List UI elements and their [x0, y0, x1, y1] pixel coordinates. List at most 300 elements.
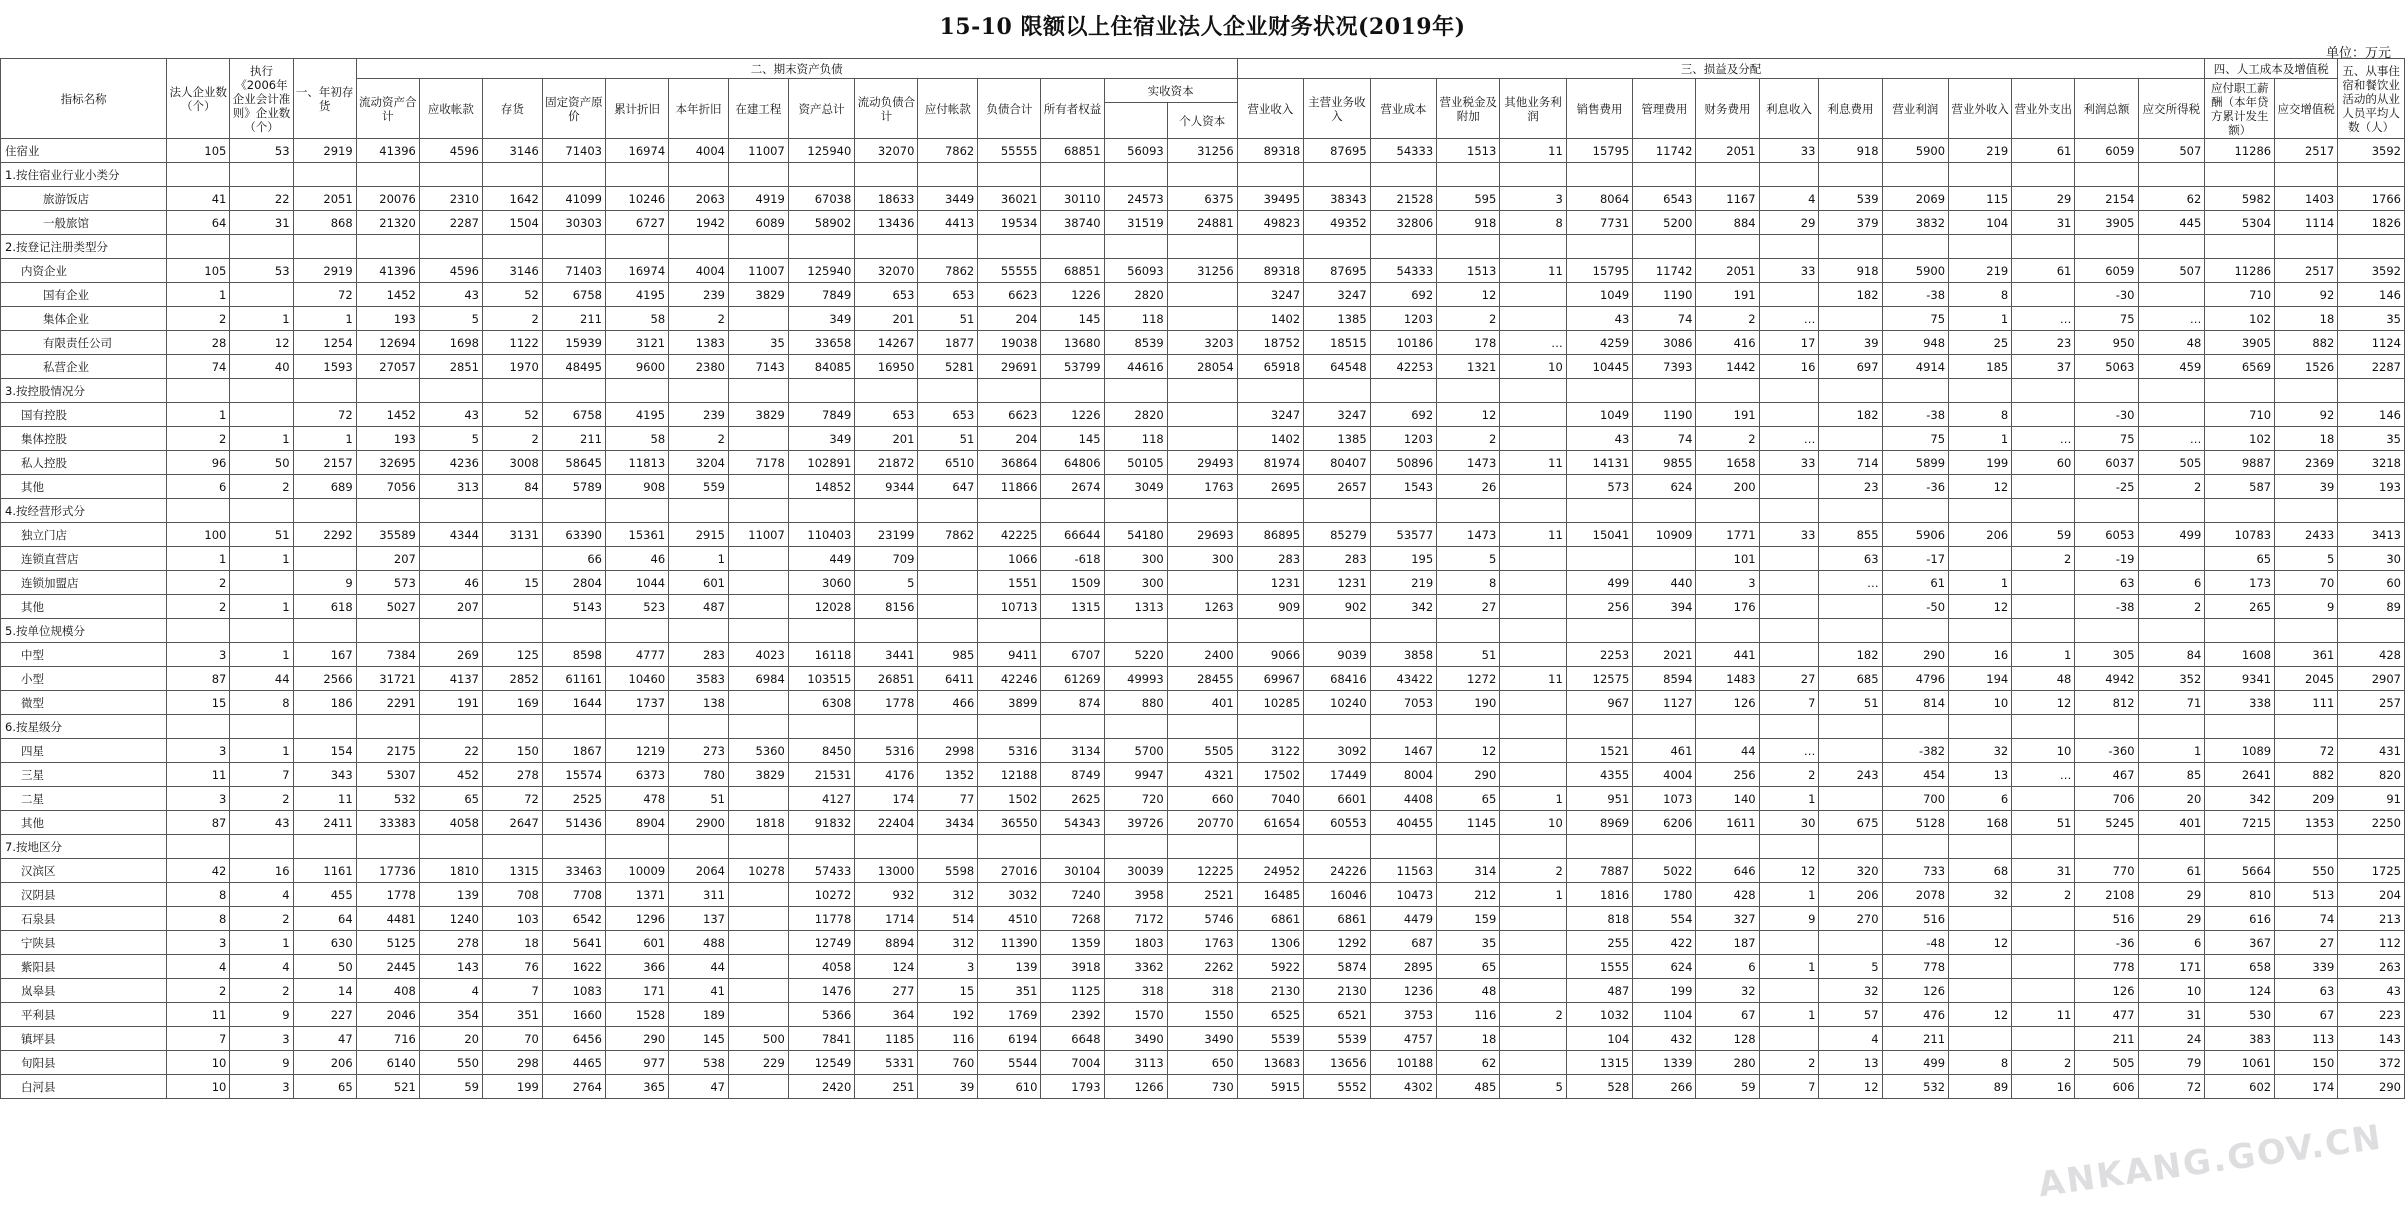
table-cell: 229: [728, 1051, 788, 1075]
table-cell: 428: [2338, 643, 2405, 667]
table-cell: 10445: [1566, 355, 1632, 379]
table-cell: 5900: [1882, 139, 1948, 163]
table-cell: [1696, 715, 1759, 739]
table-cell: [1819, 499, 1882, 523]
table-cell: 1266: [1104, 1075, 1167, 1099]
table-cell: 367: [2205, 931, 2275, 955]
table-cell: [728, 715, 788, 739]
table-cell: 87695: [1304, 259, 1370, 283]
table-cell: 4914: [1882, 355, 1948, 379]
table-cell: 2369: [2275, 451, 2338, 475]
table-cell: 5125: [356, 931, 419, 955]
table-cell: [2138, 403, 2205, 427]
table-cell: 5982: [2205, 187, 2275, 211]
table-cell: [605, 235, 668, 259]
table-cell: 1: [167, 547, 230, 571]
table-cell: 3753: [1370, 1003, 1436, 1027]
table-cell: 11286: [2205, 139, 2275, 163]
table-cell: 1483: [1696, 667, 1759, 691]
table-cell: 5: [419, 307, 482, 331]
table-cell: 139: [978, 955, 1041, 979]
table-cell: 13: [1949, 763, 2012, 787]
table-cell: 868: [293, 211, 356, 235]
table-cell: 1942: [669, 211, 729, 235]
table-cell: 1658: [1696, 451, 1759, 475]
table-cell: [1500, 307, 1566, 331]
table-cell: 2: [167, 595, 230, 619]
table-cell: 601: [669, 571, 729, 595]
table-cell: 5906: [1882, 523, 1948, 547]
table-cell: 62: [1437, 1051, 1500, 1075]
header-c16: 实收资本: [1104, 79, 1237, 103]
table-cell: 2764: [542, 1075, 605, 1099]
table-cell: 44616: [1104, 355, 1167, 379]
row-label: 二星: [1, 787, 167, 811]
row-label: 3.按控股情况分: [1, 379, 167, 403]
table-cell: 22: [230, 187, 293, 211]
table-cell: 145: [1041, 307, 1104, 331]
table-row: [1, 403, 2405, 427]
table-cell: [1759, 235, 1819, 259]
table-cell: [2138, 283, 2205, 307]
table-cell: [1437, 235, 1500, 259]
table-cell: 15795: [1566, 259, 1632, 283]
table-cell: 39726: [1104, 811, 1167, 835]
table-cell: 3449: [918, 187, 978, 211]
table-cell: 320: [1819, 859, 1882, 883]
table-cell: 51: [918, 307, 978, 331]
table-row: [1, 979, 2405, 1003]
table-cell: 1114: [2275, 211, 2338, 235]
table-cell: 10909: [1633, 523, 1696, 547]
table-cell: 52: [483, 283, 543, 307]
table-cell: 26: [1437, 475, 1500, 499]
table-cell: 68851: [1041, 259, 1104, 283]
table-cell: 3592: [2338, 139, 2405, 163]
header-c13: 应付帐款: [918, 79, 978, 139]
table-cell: 708: [483, 883, 543, 907]
table-cell: 11: [167, 763, 230, 787]
table-cell: 1608: [2205, 643, 2275, 667]
table-cell: 29: [2012, 187, 2075, 211]
table-cell: 1528: [605, 1003, 668, 1027]
table-cell: [1819, 307, 1882, 331]
table-cell: 710: [2205, 403, 2275, 427]
table-cell: [2138, 835, 2205, 859]
table-cell: 9855: [1633, 451, 1696, 475]
table-cell: 714: [1819, 451, 1882, 475]
table-cell: 100: [167, 523, 230, 547]
table-cell: 18: [483, 931, 543, 955]
table-cell: 91832: [788, 811, 854, 835]
table-cell: 1161: [293, 859, 356, 883]
table-cell: 720: [1104, 787, 1167, 811]
table-cell: 87695: [1304, 139, 1370, 163]
table-cell: 521: [356, 1075, 419, 1099]
table-cell: 7: [230, 763, 293, 787]
table-cell: [1500, 475, 1566, 499]
table-cell: [669, 619, 729, 643]
table-cell: 1339: [1633, 1051, 1696, 1075]
row-label: 连锁加盟店: [1, 571, 167, 595]
table-cell: [918, 619, 978, 643]
table-cell: 2130: [1304, 979, 1370, 1003]
table-cell: 5900: [1882, 259, 1948, 283]
table-cell: 126: [1882, 979, 1948, 1003]
table-row: [1, 595, 2405, 619]
table-cell: 207: [356, 547, 419, 571]
table-cell: 1219: [605, 739, 668, 763]
table-cell: [1437, 619, 1500, 643]
table-cell: 650: [1167, 1051, 1237, 1075]
table-cell: [605, 163, 668, 187]
table-row: [1, 835, 2405, 859]
table-cell: 778: [1882, 955, 1948, 979]
table-cell: 653: [855, 283, 918, 307]
table-cell: 239: [669, 403, 729, 427]
table-cell: 48: [2012, 667, 2075, 691]
table-cell: 277: [855, 979, 918, 1003]
table-cell: [230, 163, 293, 187]
table-cell: 23: [1819, 475, 1882, 499]
table-cell: 5316: [855, 739, 918, 763]
table-cell: 138: [669, 691, 729, 715]
table-cell: [918, 571, 978, 595]
table-cell: 6053: [2075, 523, 2138, 547]
table-cell: 595: [1437, 187, 1500, 211]
table-cell: 56093: [1104, 139, 1167, 163]
table-cell: 4195: [605, 403, 668, 427]
table-cell: 75: [1882, 307, 1948, 331]
table-cell: 28455: [1167, 667, 1237, 691]
table-cell: 455: [293, 883, 356, 907]
table-cell: [483, 715, 543, 739]
header-c8: 累计折旧: [605, 79, 668, 139]
table-cell: 70: [483, 1027, 543, 1051]
table-cell: 16: [2012, 1075, 2075, 1099]
table-cell: 219: [1949, 139, 2012, 163]
table-cell: [728, 595, 788, 619]
table-cell: 13680: [1041, 331, 1104, 355]
table-cell: 1473: [1437, 451, 1500, 475]
table-cell: 2154: [2075, 187, 2138, 211]
table-cell: 11007: [728, 259, 788, 283]
table-cell: 6510: [918, 451, 978, 475]
table-cell: 14131: [1566, 451, 1632, 475]
table-cell: [1304, 619, 1370, 643]
table-cell: 60: [2012, 451, 2075, 475]
table-cell: 7004: [1041, 1051, 1104, 1075]
table-cell: 191: [1696, 403, 1759, 427]
table-cell: 7: [483, 979, 543, 1003]
table-cell: 459: [2138, 355, 2205, 379]
table-cell: 51: [669, 787, 729, 811]
table-cell: 6373: [605, 763, 668, 787]
table-cell: 2: [1437, 427, 1500, 451]
table-cell: [293, 499, 356, 523]
table-cell: 2900: [669, 811, 729, 835]
table-cell: [1696, 499, 1759, 523]
table-row: [1, 715, 2405, 739]
table-cell: 300: [1104, 571, 1167, 595]
table-cell: 55555: [978, 259, 1041, 283]
table-cell: 1: [1949, 307, 2012, 331]
table-cell: 5: [2275, 547, 2338, 571]
table-cell: 760: [918, 1051, 978, 1075]
table-cell: 882: [2275, 763, 2338, 787]
table-cell: 118: [1104, 427, 1167, 451]
table-cell: 3086: [1633, 331, 1696, 355]
table-cell: 7708: [542, 883, 605, 907]
table-cell: 36864: [978, 451, 1041, 475]
table-cell: 58: [605, 307, 668, 331]
table-cell: 318: [1167, 979, 1237, 1003]
table-cell: 312: [918, 931, 978, 955]
table-cell: 478: [605, 787, 668, 811]
table-cell: 57: [1819, 1003, 1882, 1027]
table-cell: 32806: [1370, 211, 1436, 235]
table-cell: 4004: [669, 139, 729, 163]
table-cell: …: [2012, 307, 2075, 331]
table-cell: [918, 595, 978, 619]
table-cell: 1272: [1437, 667, 1500, 691]
table-cell: [1759, 835, 1819, 859]
table-cell: [1819, 715, 1882, 739]
table-cell: 1321: [1437, 355, 1500, 379]
table-cell: 4355: [1566, 763, 1632, 787]
table-cell: 16118: [788, 643, 854, 667]
table-cell: [1237, 163, 1303, 187]
header-c7: 固定资产原价: [542, 79, 605, 139]
table-cell: 84085: [788, 355, 854, 379]
table-cell: [728, 691, 788, 715]
table-cell: 20: [419, 1027, 482, 1051]
table-cell: [419, 235, 482, 259]
table-cell: 174: [2275, 1075, 2338, 1099]
table-cell: 416: [1696, 331, 1759, 355]
table-cell: 343: [293, 763, 356, 787]
table-cell: 3247: [1304, 403, 1370, 427]
table-cell: [2205, 835, 2275, 859]
table-cell: [728, 979, 788, 1003]
table-cell: [230, 235, 293, 259]
table-cell: 6758: [542, 403, 605, 427]
row-label: 三星: [1, 763, 167, 787]
table-cell: 2291: [356, 691, 419, 715]
table-cell: 1660: [542, 1003, 605, 1027]
table-cell: [230, 379, 293, 403]
table-cell: 74: [1633, 307, 1696, 331]
table-cell: 6089: [728, 211, 788, 235]
table-cell: 1: [230, 643, 293, 667]
table-cell: 1: [1759, 883, 1819, 907]
table-cell: [1949, 619, 2012, 643]
table-cell: 4344: [419, 523, 482, 547]
table-cell: -19: [2075, 547, 2138, 571]
row-label: 1.按住宿业行业小类分: [1, 163, 167, 187]
table-cell: 1190: [1633, 283, 1696, 307]
table-cell: [728, 835, 788, 859]
table-cell: 2108: [2075, 883, 2138, 907]
table-cell: 8064: [1566, 187, 1632, 211]
table-cell: 21531: [788, 763, 854, 787]
table-cell: 174: [855, 787, 918, 811]
table-cell: 63: [1819, 547, 1882, 571]
table-cell: 810: [2205, 883, 2275, 907]
table-cell: -38: [1882, 283, 1948, 307]
table-cell: [1041, 715, 1104, 739]
table-cell: 11778: [788, 907, 854, 931]
table-cell: 2695: [1237, 475, 1303, 499]
table-cell: 1315: [1041, 595, 1104, 619]
table-cell: 513: [2275, 883, 2338, 907]
table-cell: 342: [2205, 787, 2275, 811]
table-cell: 13656: [1304, 1051, 1370, 1075]
header-c18: 营业收入: [1237, 79, 1303, 139]
table-cell: [1759, 571, 1819, 595]
table-cell: [855, 715, 918, 739]
table-cell: 1203: [1370, 307, 1436, 331]
table-cell: 61: [1882, 571, 1948, 595]
table-cell: 189: [669, 1003, 729, 1027]
table-row: [1, 211, 2405, 235]
table-cell: 11: [1500, 667, 1566, 691]
table-cell: 6543: [1633, 187, 1696, 211]
table-cell: 150: [483, 739, 543, 763]
table-cell: 79: [2138, 1051, 2205, 1075]
table-cell: [356, 715, 419, 739]
table-cell: 431: [2338, 739, 2405, 763]
table-cell: 5307: [356, 763, 419, 787]
table-cell: 64806: [1041, 451, 1104, 475]
table-cell: 7: [167, 1027, 230, 1051]
table-cell: 11813: [605, 451, 668, 475]
table-cell: -382: [1882, 739, 1948, 763]
header-c2: 执行《2006年企业会计准则》企业数（个）: [230, 59, 293, 139]
table-cell: 4058: [419, 811, 482, 835]
table-cell: 9341: [2205, 667, 2275, 691]
table-cell: [1949, 835, 2012, 859]
table-cell: 11: [1500, 259, 1566, 283]
table-cell: 25: [1949, 331, 2012, 355]
table-cell: 64: [167, 211, 230, 235]
table-cell: 528: [1566, 1075, 1632, 1099]
table-cell: 1185: [855, 1027, 918, 1051]
table-cell: [1633, 235, 1696, 259]
table-cell: 485: [1437, 1075, 1500, 1099]
table-cell: 8156: [855, 595, 918, 619]
table-cell: [1370, 235, 1436, 259]
table-cell: 9411: [978, 643, 1041, 667]
table-cell: 2: [1759, 763, 1819, 787]
table-cell: [2205, 379, 2275, 403]
table-cell: 124: [855, 955, 918, 979]
table-cell: 53799: [1041, 355, 1104, 379]
table-cell: [1882, 499, 1948, 523]
table-cell: 15574: [542, 763, 605, 787]
table-cell: 12: [1437, 739, 1500, 763]
table-cell: 2253: [1566, 643, 1632, 667]
table-cell: 219: [1949, 259, 2012, 283]
table-cell: 80407: [1304, 451, 1370, 475]
table-row: [1, 427, 2405, 451]
table-cell: 12749: [788, 931, 854, 955]
table-cell: 2: [483, 307, 543, 331]
table-cell: [2275, 499, 2338, 523]
table-cell: 951: [1566, 787, 1632, 811]
table-cell: 5: [419, 427, 482, 451]
table-cell: 4408: [1370, 787, 1436, 811]
table-cell: 2: [2138, 595, 2205, 619]
table-cell: 8749: [1041, 763, 1104, 787]
table-cell: 12: [1759, 859, 1819, 883]
table-cell: 17: [1759, 331, 1819, 355]
table-cell: 366: [605, 955, 668, 979]
table-cell: 2045: [2275, 667, 2338, 691]
table-body: [1, 139, 2405, 1099]
table-cell: 313: [419, 475, 482, 499]
table-cell: 8450: [788, 739, 854, 763]
table-cell: 182: [1819, 403, 1882, 427]
table-cell: 3583: [669, 667, 729, 691]
table-cell: 1: [230, 595, 293, 619]
table-cell: 6569: [2205, 355, 2275, 379]
header-c1: 法人企业数（个）: [167, 59, 230, 139]
table-cell: [356, 235, 419, 259]
table-cell: 182: [1819, 283, 1882, 307]
table-cell: 204: [978, 307, 1041, 331]
table-cell: [167, 163, 230, 187]
table-cell: [728, 163, 788, 187]
table-cell: 192: [918, 1003, 978, 1027]
table-cell: 365: [605, 1075, 668, 1099]
table-cell: 4058: [788, 955, 854, 979]
table-cell: 243: [1819, 763, 1882, 787]
table-cell: 349: [788, 307, 854, 331]
table-cell: [2138, 715, 2205, 739]
table-cell: [1104, 715, 1167, 739]
header-c21: 营业税金及附加: [1437, 79, 1500, 139]
table-cell: 10460: [605, 667, 668, 691]
table-cell: 8: [1437, 571, 1500, 595]
table-cell: 1226: [1041, 283, 1104, 307]
table-cell: [483, 235, 543, 259]
table-cell: [483, 595, 543, 619]
table-cell: 1780: [1633, 883, 1696, 907]
header-c26: 利息收入: [1759, 79, 1819, 139]
table-cell: 3: [230, 1075, 293, 1099]
table-cell: [1633, 163, 1696, 187]
table-cell: 1315: [1566, 1051, 1632, 1075]
table-cell: 37: [2012, 355, 2075, 379]
table-cell: 1: [293, 427, 356, 451]
table-cell: 354: [419, 1003, 482, 1027]
table-cell: [2012, 1027, 2075, 1051]
table-cell: [1633, 499, 1696, 523]
table-cell: 42253: [1370, 355, 1436, 379]
table-cell: 103: [483, 907, 543, 931]
table-cell: 5281: [918, 355, 978, 379]
table-cell: [419, 547, 482, 571]
table-cell: 6308: [788, 691, 854, 715]
table-cell: 68851: [1041, 139, 1104, 163]
table-cell: 2647: [483, 811, 543, 835]
table-cell: [1041, 163, 1104, 187]
table-cell: [1500, 163, 1566, 187]
table-cell: 209: [2275, 787, 2338, 811]
table-cell: 49823: [1237, 211, 1303, 235]
header-c20: 营业成本: [1370, 79, 1436, 139]
